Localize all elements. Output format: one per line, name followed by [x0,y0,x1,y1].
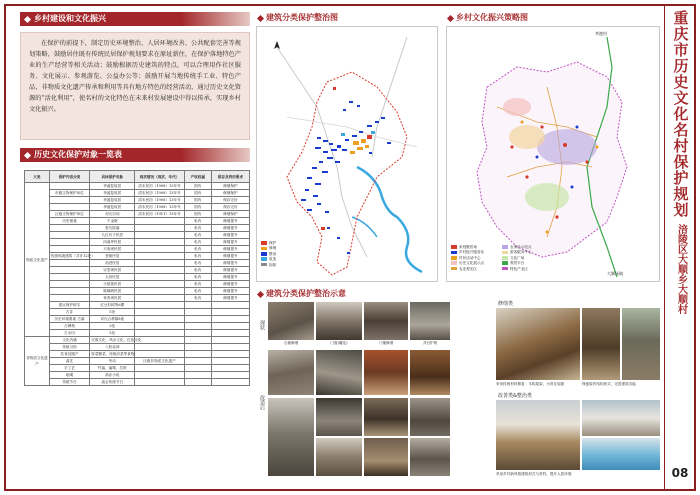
table-cell: 李渡复故居 [90,190,135,197]
repair-caption-1: 采用传统材料修复：木构屋架、小青瓦屋面 [496,382,565,386]
section-title-table: 历史文化保护对象一览表 [20,148,250,162]
table-cell: 3处 [90,323,135,330]
map2-label-bottom: 大顺场镇 [607,271,623,276]
map1-legend [261,241,276,268]
table-cell [211,316,249,323]
table-header-cell: 现状情况（现状、年代） [135,171,185,183]
table-row [25,337,250,344]
table-cell: 修缮提升 [211,239,249,246]
table-cell: 老街民居 [90,253,135,260]
table-cell [135,288,185,295]
table-row [25,281,250,288]
table-cell: 国有 [184,204,211,211]
table-cell: 传统节日 [49,379,90,386]
photo-after-1 [268,350,314,395]
table-cell: 修缮提升 [211,281,249,288]
table-header-cell: 保护内容分类 [49,171,90,183]
table-cell: 古井 [49,309,90,316]
table-row [25,260,250,267]
table-cell: 庙会传统节日 [90,379,135,386]
table-row [25,267,250,274]
table-row [25,288,250,295]
map2-label-top: 李渡村 [595,31,607,36]
table-cell [49,267,90,274]
table-cell [211,323,249,330]
table-row [25,358,250,365]
table-cell: 邓氏合葬墓8座 [90,316,135,323]
table-cell [184,365,211,372]
photo-after-2 [316,350,362,395]
table-cell: 清末民初（1908）13年号 [135,190,185,197]
table-cell: 吆喝 [49,372,90,379]
table-cell-category: 非物质文化遗产 [25,337,50,386]
table-cell [184,351,211,358]
table-row [25,211,250,218]
table-cell: 私有 [184,274,211,281]
table-cell: 修缮提升 [211,225,249,232]
photo-reform-1 [496,400,580,470]
table-row [25,330,250,337]
table-cell: 修缮保护 [211,211,249,218]
table-row [25,316,250,323]
photos-title: 建筑分类保护整治示意 [256,288,346,300]
table-cell: 曲艺 [49,358,90,365]
table-cell: 厚菜酱菜、传统凉菜等食物 [91,352,135,356]
table-cell [49,232,90,239]
repair-caption-2: 保留原有结构形式，完善建筑功能 [582,382,636,386]
table-cell: 修缮提升 [211,253,249,260]
table-cell [49,183,90,190]
table-cell: 小屋基民居 [90,281,135,288]
table-cell: 修缮保护 [211,183,249,190]
table-cell: 文化内涵 [49,337,90,344]
table-cell: 草苔坝民居 [90,295,135,302]
table-cell: 国有 [184,190,211,197]
table-row [25,344,250,351]
sidebar-divider [664,6,665,489]
table-cell [135,372,185,379]
table-cell [135,232,185,239]
table-cell: 清末民初（1908）13年号 [135,183,185,190]
table-cell [211,337,249,344]
sidebar-title [670,10,692,450]
table-cell: 清末民初（1908）13年号 [135,197,185,204]
table-cell: 传统风貌建筑（共计12处） [50,254,95,258]
table-cell [184,379,211,386]
table-cell [184,330,211,337]
table-cell: 修缮提升 [211,295,249,302]
table-cell: 修缮提升 [211,274,249,281]
photo-repair-3 [622,308,660,380]
table-cell: 修缮提升 [211,232,249,239]
table-row [25,323,250,330]
table-row [25,204,250,211]
table-cell [135,246,185,253]
table-cell: 宗堂坝民居 [90,267,135,274]
table-cell [49,260,90,267]
table-cell: 九红坊子民居 [90,232,135,239]
map2-drawing [447,27,659,281]
table-cell: 建议保护树木 [49,302,90,309]
table-cell [49,288,90,295]
caption-3: 门窗(雕花) [330,341,348,345]
table-cell [49,274,90,281]
table-cell [135,323,185,330]
table-cell: 历史街巷 [49,218,90,225]
table-cell [184,372,211,379]
table-cell [211,351,249,358]
map2-legend [451,245,551,272]
heritage-table [24,170,250,386]
table-row [25,302,250,309]
table-cell [135,267,185,274]
table-cell: 宗族文化、风水文化、红色文化 [91,338,142,342]
table-header-cell: 保存及利用要求 [211,171,249,183]
table-row [25,274,250,281]
legend-item: 文化广场 [502,256,551,261]
table-row [25,190,250,197]
photo-repair-2 [582,308,620,380]
table-cell [49,197,90,204]
table-cell [135,239,185,246]
map1-panel [256,26,438,282]
table-cell [211,358,249,365]
table-cell: 国有 [184,183,211,190]
table-cell [135,337,185,344]
legend-item: 观景平台 [502,261,551,266]
table-cell: 修缮提升 [211,288,249,295]
caption-4: 井台护坡 [422,341,438,345]
table-row [25,239,250,246]
table-cell: 市级文物保护单位 [49,190,90,197]
table-cell: 修缮提升 [211,267,249,274]
table-cell [135,260,185,267]
table-header-cell: 大类 [25,171,50,183]
table-row [25,253,250,260]
photo-after-4 [410,350,450,395]
caption-2: 门楼修缮 [378,341,394,345]
left-column [10,10,250,485]
table-cell: 国有 [184,197,211,204]
table-cell: 区级非物质文化遗产 [135,358,185,365]
reform-title: 改善类&整治类 [498,393,532,399]
table-cell [211,372,249,379]
legend-item: 拆除 [261,263,276,268]
table-cell: 张氏院落 [90,225,135,232]
legend-item: 改造 [261,257,276,262]
table-cell [211,344,249,351]
table-cell [184,323,211,330]
table-cell: 邓氏宗祠 [90,211,135,218]
photo-repair-1 [496,308,580,380]
photo-reform-3 [582,438,660,470]
table-row [25,379,250,386]
table-row [25,372,250,379]
table-cell: 私有 [184,288,211,295]
table-cell: 竹编、编篾、打铁 [90,365,135,372]
table-cell [135,330,185,337]
photo-current-3 [364,302,408,340]
table-row [25,246,250,253]
table-cell: 保存完好 [211,197,249,204]
sub-title: 涪陵区大顺乡大顺村 [675,224,687,314]
photo-after-3 [364,350,408,395]
table-cell [135,365,185,372]
photo-after-5 [268,398,314,476]
table-row [25,232,250,239]
table-cell: 区级文物保护单位 [49,211,90,218]
table-cell: 修缮提升 [211,246,249,253]
table-cell [135,281,185,288]
table-cell: 历史环境要素 古墓 [49,316,90,323]
table-cell: 私有 [184,281,211,288]
legend-item: 历史文化展示点 [451,261,500,266]
table-cell: 私有 [184,218,211,225]
table-row [25,197,250,204]
table-header-cell: 具体保护对象 [90,171,135,183]
map2-title: 乡村文化振兴策略图 [446,12,528,24]
photo-after-7 [364,398,408,436]
legend-item: 修缮 [261,246,276,251]
table-cell: 清末民初（1908）13年号 [135,204,185,211]
table-cell [49,281,90,288]
map1-title: 建筑分类保护整治图 [256,12,338,24]
table-cell [184,344,211,351]
heritage-table-wrap [24,170,250,482]
table-cell [184,302,211,309]
photo-current-4 [410,302,450,340]
photo-after-9 [316,438,362,476]
table-cell [211,330,249,337]
table-cell: 李渡复故居 [90,204,135,211]
table-cell: 修缮提升 [211,218,249,225]
table-cell: 保存完好 [211,204,249,211]
table-cell: 天府坝民居 [90,246,135,253]
table-cell: 高亦小说 [90,372,135,379]
table-cell [135,218,185,225]
table-cell: 大田民居 [90,274,135,281]
tag-after: 改造后 [259,395,265,410]
table-cell-category: 物质文化遗产 [25,183,50,337]
table-row [25,365,250,372]
legend-item: 农家乐示范点 [502,245,551,250]
table-cell [49,239,90,246]
table-cell [49,225,90,232]
table-header-cell: 产权权属 [184,171,211,183]
table-row [25,351,250,358]
table-cell: 李渡复故居 [90,183,135,190]
table-cell [184,358,211,365]
photo-after-6 [316,398,362,436]
table-cell [135,316,185,323]
table-cell: 陈桶坡民居 [90,288,135,295]
table-cell: 修缮保护 [211,190,249,197]
table-cell [135,344,185,351]
photo-reform-2 [582,400,660,436]
table-cell [211,309,249,316]
table-cell [135,302,185,309]
table-cell: 私有 [184,239,211,246]
table-row [25,183,250,190]
table-cell [211,365,249,372]
caption-1: 石墙修缮 [283,341,299,345]
tag-current: 现状 [259,320,265,330]
section-title-intro: 乡村建设和文化振兴 [20,12,250,26]
table-cell: 私有 [184,260,211,267]
legend-item: 特色产业区 [502,267,551,272]
table-row [25,295,250,302]
table-cell: 国有 [184,211,211,218]
table-row [25,309,250,316]
table-cell: 私有 [184,295,211,302]
photo-after-8 [410,398,450,436]
intro-text: 在保护的前提下，制定历史环境整治、人居环境改善、公共配套完善等规划策略，鼓励居住既有传统民居保护规划要求在原址新住，在保护落地特色产业的生产经营等相关活动；鼓励根据历史建筑的特点，可以合理用作社区服务、文化展示、参观游览、公益办公等；鼓励开展当地传统手工业、特色产品、非物质文化遗产传承和利用等具有地方特色的经营活动，通过历史文化资源的“活化利用”，使名村的文化特色在未来村发展建设中得以传承，实现乡村文化振兴。 [20,32,250,140]
table-cell: 前进民居 [90,260,135,267]
legend-item: 农业观光区 [451,267,500,272]
photo-current-1 [268,302,314,340]
table-cell: 私有 [184,246,211,253]
table-cell [184,316,211,323]
table-cell: 私有 [184,232,211,239]
table-cell: 饮食及服产 [49,351,90,358]
table-row [25,218,250,225]
table-cell: 私有 [184,267,211,274]
table-header-row [25,171,250,183]
main-title: 重庆市历史文化名村保护规划 [671,10,690,218]
reform-caption: 采用乡村新风格建筑形式与材料，提升人居环境 [496,472,572,476]
table-cell: 八枚烧神 [90,344,135,351]
map2-panel [446,26,660,282]
table-cell: 古碑刻 [49,323,90,330]
table-cell [49,295,90,302]
table-cell: 5处 [90,309,135,316]
legend-item: 乡村振兴服务站 [451,250,500,255]
table-cell: 千金街 [90,218,135,225]
legend-item: 村民活动中心 [451,256,500,261]
table-cell: 5处 [90,330,135,337]
table-cell: 红豆杉树等6棵 [90,302,135,309]
table-cell [135,225,185,232]
legend-item: 游客服务中心 [502,250,551,255]
table-cell [184,337,211,344]
map1-drawing [257,27,437,281]
table-cell: 手工艺 [49,365,90,372]
table-cell: 劳动 [90,358,135,365]
table-cell: 传统习俗 [49,344,90,351]
legend-item: 整治 [261,252,276,257]
table-row [25,225,250,232]
table-cell: 私有 [184,253,211,260]
table-cell [135,274,185,281]
legend-item: 保护 [261,241,276,246]
repair-title: 修缮类 [498,301,514,307]
photo-current-2 [316,302,362,340]
table-cell [135,351,185,358]
legend-item: 家庭聚居场 [451,245,500,250]
photo-after-10 [364,438,408,476]
table-cell [135,379,185,386]
table-cell: 清末民初（1911）13年号 [135,211,185,218]
table-cell [211,379,249,386]
table-cell [49,246,90,253]
table-cell: 私有 [184,225,211,232]
table-cell [184,309,211,316]
table-cell [211,302,249,309]
table-cell: 修缮提升 [211,260,249,267]
table-cell: 古水田 [49,330,90,337]
table-cell: 李渡复故居 [90,197,135,204]
table-cell: 四道坪民居 [90,239,135,246]
page-number: 08 [671,466,689,480]
photo-after-11 [410,438,450,476]
table-cell [49,204,90,211]
table-cell [135,295,185,302]
table-cell [135,253,185,260]
table-cell [135,309,185,316]
